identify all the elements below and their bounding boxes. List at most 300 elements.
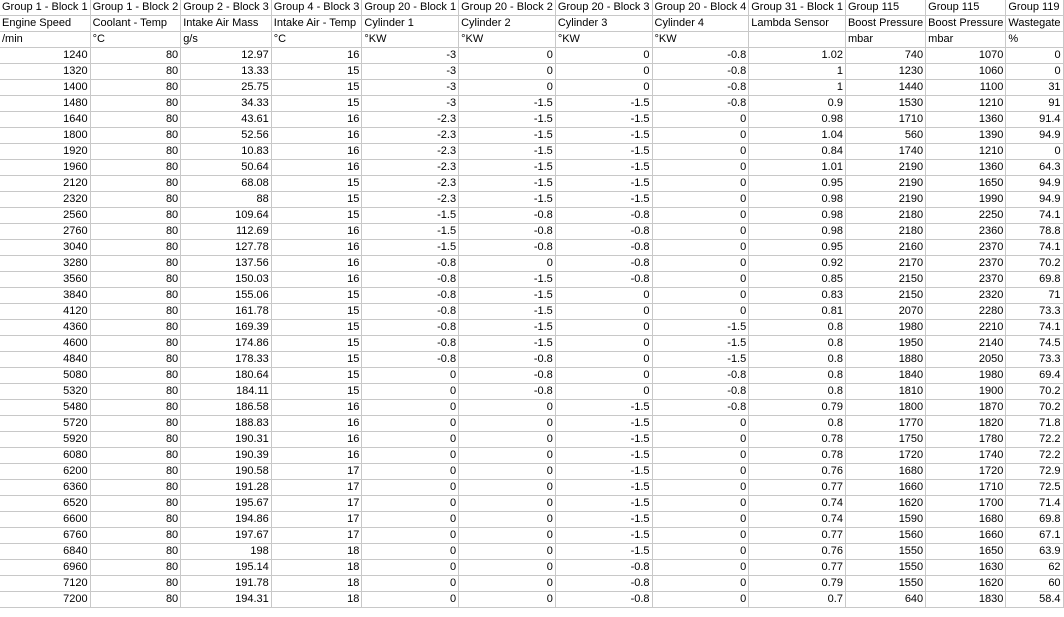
table-cell[interactable]: 2320 [0, 192, 90, 208]
table-cell[interactable]: -0.8 [652, 64, 749, 80]
header-cell[interactable]: Group 115 [926, 0, 1006, 16]
table-cell[interactable]: 5320 [0, 384, 90, 400]
table-cell[interactable]: 127.78 [181, 240, 272, 256]
table-cell[interactable]: 91.4 [1006, 112, 1063, 128]
table-cell[interactable]: 0 [652, 112, 749, 128]
table-cell[interactable]: 0 [1006, 64, 1063, 80]
table-cell[interactable]: 0.83 [749, 288, 846, 304]
table-cell[interactable]: 80 [90, 80, 181, 96]
table-cell[interactable]: -1.5 [555, 416, 652, 432]
table-cell[interactable]: 2190 [845, 176, 925, 192]
table-cell[interactable]: 80 [90, 336, 181, 352]
table-cell[interactable]: 178.33 [181, 352, 272, 368]
table-cell[interactable]: 1840 [845, 368, 925, 384]
table-cell[interactable]: 0 [652, 528, 749, 544]
table-cell[interactable]: 0.98 [749, 224, 846, 240]
table-cell[interactable]: 70.2 [1006, 384, 1063, 400]
table-cell[interactable]: 0.78 [749, 448, 846, 464]
table-cell[interactable]: -0.8 [362, 320, 459, 336]
table-cell[interactable]: 34.33 [181, 96, 272, 112]
table-cell[interactable]: 2140 [926, 336, 1006, 352]
table-cell[interactable]: 0 [1006, 48, 1063, 64]
table-cell[interactable]: 640 [845, 592, 925, 608]
table-cell[interactable]: -0.8 [555, 256, 652, 272]
table-cell[interactable]: 1620 [926, 576, 1006, 592]
header-cell[interactable]: mbar [926, 32, 1006, 48]
table-cell[interactable]: 0 [555, 64, 652, 80]
table-cell[interactable]: -0.8 [362, 304, 459, 320]
table-cell[interactable]: 68.08 [181, 176, 272, 192]
table-cell[interactable]: 67.1 [1006, 528, 1063, 544]
header-cell[interactable]: °KW [459, 32, 556, 48]
table-cell[interactable]: -1.5 [555, 544, 652, 560]
table-cell[interactable]: 17 [271, 496, 362, 512]
table-cell[interactable]: 0 [459, 48, 556, 64]
table-cell[interactable]: 0 [555, 80, 652, 96]
table-cell[interactable]: -2.3 [362, 144, 459, 160]
table-cell[interactable]: 43.61 [181, 112, 272, 128]
table-cell[interactable]: -3 [362, 64, 459, 80]
table-cell[interactable]: 0.95 [749, 176, 846, 192]
table-cell[interactable]: 0 [555, 352, 652, 368]
table-cell[interactable]: -1.5 [555, 512, 652, 528]
table-cell[interactable]: 1550 [845, 576, 925, 592]
table-cell[interactable]: 80 [90, 224, 181, 240]
table-cell[interactable]: -0.8 [555, 272, 652, 288]
table-cell[interactable]: -1.5 [555, 432, 652, 448]
table-cell[interactable]: 0.76 [749, 464, 846, 480]
table-cell[interactable]: 0.77 [749, 480, 846, 496]
table-cell[interactable]: -0.8 [555, 224, 652, 240]
table-cell[interactable]: 69.8 [1006, 512, 1063, 528]
table-cell[interactable]: 0 [652, 480, 749, 496]
table-cell[interactable]: 58.4 [1006, 592, 1063, 608]
table-cell[interactable]: 0 [652, 512, 749, 528]
table-cell[interactable]: 4840 [0, 352, 90, 368]
table-cell[interactable]: 3040 [0, 240, 90, 256]
table-cell[interactable]: 6600 [0, 512, 90, 528]
table-cell[interactable]: 16 [271, 400, 362, 416]
table-cell[interactable]: 1740 [926, 448, 1006, 464]
table-cell[interactable]: 15 [271, 64, 362, 80]
table-cell[interactable]: 15 [271, 352, 362, 368]
table-cell[interactable]: 6360 [0, 480, 90, 496]
table-cell[interactable]: 0 [459, 496, 556, 512]
table-cell[interactable]: -1.5 [555, 96, 652, 112]
table-cell[interactable]: 0 [555, 336, 652, 352]
table-cell[interactable]: -0.8 [652, 368, 749, 384]
table-cell[interactable]: -1.5 [459, 192, 556, 208]
table-cell[interactable]: -3 [362, 96, 459, 112]
table-cell[interactable]: -1.5 [555, 528, 652, 544]
table-cell[interactable]: 73.3 [1006, 304, 1063, 320]
header-cell[interactable]: °KW [362, 32, 459, 48]
table-cell[interactable]: 0.81 [749, 304, 846, 320]
table-cell[interactable]: 80 [90, 128, 181, 144]
table-cell[interactable]: 7120 [0, 576, 90, 592]
table-cell[interactable]: 2180 [845, 208, 925, 224]
table-cell[interactable]: 80 [90, 448, 181, 464]
table-cell[interactable]: 1210 [926, 144, 1006, 160]
table-cell[interactable]: 16 [271, 432, 362, 448]
table-cell[interactable]: 0 [362, 464, 459, 480]
table-cell[interactable]: 18 [271, 544, 362, 560]
header-cell[interactable]: Cylinder 1 [362, 16, 459, 32]
table-cell[interactable]: 0 [459, 432, 556, 448]
table-cell[interactable]: 0 [1006, 144, 1063, 160]
table-cell[interactable]: 2070 [845, 304, 925, 320]
table-cell[interactable]: 25.75 [181, 80, 272, 96]
table-cell[interactable]: 1 [749, 64, 846, 80]
table-cell[interactable]: 1900 [926, 384, 1006, 400]
table-cell[interactable]: 71 [1006, 288, 1063, 304]
table-cell[interactable]: 0 [652, 192, 749, 208]
table-cell[interactable]: 16 [271, 448, 362, 464]
table-cell[interactable]: -0.8 [555, 240, 652, 256]
table-cell[interactable]: 0 [652, 208, 749, 224]
table-cell[interactable]: 0 [362, 432, 459, 448]
table-cell[interactable]: 0 [459, 416, 556, 432]
table-cell[interactable]: 2370 [926, 240, 1006, 256]
table-cell[interactable]: 0 [652, 592, 749, 608]
table-cell[interactable]: 1.04 [749, 128, 846, 144]
table-cell[interactable]: 1210 [926, 96, 1006, 112]
header-cell[interactable]: Boost Pressure [926, 16, 1006, 32]
table-cell[interactable]: 0.98 [749, 112, 846, 128]
table-cell[interactable]: 6760 [0, 528, 90, 544]
table-cell[interactable]: 16 [271, 224, 362, 240]
table-cell[interactable]: 0.8 [749, 416, 846, 432]
header-cell[interactable]: Engine Speed [0, 16, 90, 32]
table-cell[interactable]: -2.3 [362, 112, 459, 128]
table-cell[interactable]: 0 [652, 464, 749, 480]
table-cell[interactable]: -0.8 [652, 96, 749, 112]
table-cell[interactable]: 0 [362, 512, 459, 528]
table-cell[interactable]: 80 [90, 496, 181, 512]
table-cell[interactable]: 2250 [926, 208, 1006, 224]
table-cell[interactable]: 80 [90, 416, 181, 432]
table-cell[interactable]: -0.8 [652, 80, 749, 96]
table-cell[interactable]: 80 [90, 464, 181, 480]
table-cell[interactable]: 0.74 [749, 512, 846, 528]
table-cell[interactable]: 1 [749, 80, 846, 96]
table-cell[interactable]: -0.8 [459, 384, 556, 400]
table-cell[interactable]: 1560 [845, 528, 925, 544]
table-cell[interactable]: 1550 [845, 544, 925, 560]
table-cell[interactable]: 2760 [0, 224, 90, 240]
table-cell[interactable]: 1.01 [749, 160, 846, 176]
table-cell[interactable]: 94.9 [1006, 192, 1063, 208]
table-cell[interactable]: 1870 [926, 400, 1006, 416]
table-cell[interactable]: 78.8 [1006, 224, 1063, 240]
table-cell[interactable]: 2560 [0, 208, 90, 224]
header-cell[interactable]: Lambda Sensor [749, 16, 846, 32]
header-cell[interactable]: Group 20 - Block 4 [652, 0, 749, 16]
table-cell[interactable]: -0.8 [459, 352, 556, 368]
table-cell[interactable]: 1360 [926, 160, 1006, 176]
table-cell[interactable]: 80 [90, 112, 181, 128]
header-cell[interactable]: Group 20 - Block 1 [362, 0, 459, 16]
table-cell[interactable]: 1650 [926, 176, 1006, 192]
table-cell[interactable]: -1.5 [459, 144, 556, 160]
table-cell[interactable]: 4120 [0, 304, 90, 320]
table-cell[interactable]: 80 [90, 240, 181, 256]
table-cell[interactable]: 150.03 [181, 272, 272, 288]
header-cell[interactable]: Cylinder 3 [555, 16, 652, 32]
table-cell[interactable]: 0 [652, 304, 749, 320]
table-cell[interactable]: 0 [555, 48, 652, 64]
table-cell[interactable]: 1980 [926, 368, 1006, 384]
table-cell[interactable]: -0.8 [459, 224, 556, 240]
table-cell[interactable]: -1.5 [555, 400, 652, 416]
table-cell[interactable]: 16 [271, 160, 362, 176]
table-cell[interactable]: 0 [652, 544, 749, 560]
table-cell[interactable]: 1990 [926, 192, 1006, 208]
table-cell[interactable]: 0.8 [749, 368, 846, 384]
table-cell[interactable]: 0.8 [749, 320, 846, 336]
table-cell[interactable]: 191.28 [181, 480, 272, 496]
table-cell[interactable]: 15 [271, 288, 362, 304]
header-cell[interactable]: Cylinder 2 [459, 16, 556, 32]
table-cell[interactable]: 72.2 [1006, 448, 1063, 464]
table-cell[interactable]: -0.8 [555, 576, 652, 592]
table-cell[interactable]: 4600 [0, 336, 90, 352]
table-cell[interactable]: 1800 [0, 128, 90, 144]
table-cell[interactable]: 5480 [0, 400, 90, 416]
table-cell[interactable]: 17 [271, 528, 362, 544]
table-cell[interactable]: 80 [90, 48, 181, 64]
table-cell[interactable]: 64.3 [1006, 160, 1063, 176]
table-cell[interactable]: 12.97 [181, 48, 272, 64]
table-cell[interactable]: 0 [459, 256, 556, 272]
table-cell[interactable]: 80 [90, 64, 181, 80]
table-cell[interactable]: 197.67 [181, 528, 272, 544]
table-cell[interactable]: -1.5 [652, 336, 749, 352]
table-cell[interactable]: 5080 [0, 368, 90, 384]
table-cell[interactable]: 80 [90, 352, 181, 368]
table-cell[interactable]: 194.31 [181, 592, 272, 608]
table-cell[interactable]: 0.8 [749, 336, 846, 352]
table-cell[interactable]: 190.39 [181, 448, 272, 464]
table-cell[interactable]: -1.5 [362, 240, 459, 256]
table-cell[interactable]: 18 [271, 576, 362, 592]
table-cell[interactable]: 15 [271, 368, 362, 384]
table-cell[interactable]: 180.64 [181, 368, 272, 384]
table-cell[interactable]: 2150 [845, 272, 925, 288]
table-cell[interactable]: 80 [90, 144, 181, 160]
table-cell[interactable]: 0 [652, 272, 749, 288]
table-cell[interactable]: 3840 [0, 288, 90, 304]
table-cell[interactable]: 0 [362, 416, 459, 432]
table-cell[interactable]: 0 [652, 432, 749, 448]
table-cell[interactable]: 0.7 [749, 592, 846, 608]
table-cell[interactable]: -0.8 [652, 400, 749, 416]
table-cell[interactable]: 16 [271, 256, 362, 272]
header-cell[interactable]: Cylinder 4 [652, 16, 749, 32]
table-cell[interactable]: 1710 [845, 112, 925, 128]
table-cell[interactable]: 0.79 [749, 400, 846, 416]
table-cell[interactable]: 16 [271, 240, 362, 256]
table-cell[interactable]: -1.5 [652, 352, 749, 368]
table-cell[interactable]: -1.5 [459, 96, 556, 112]
table-cell[interactable]: 94.9 [1006, 128, 1063, 144]
table-cell[interactable]: 109.64 [181, 208, 272, 224]
table-cell[interactable]: 6840 [0, 544, 90, 560]
table-cell[interactable]: 52.56 [181, 128, 272, 144]
table-cell[interactable]: -3 [362, 80, 459, 96]
table-cell[interactable]: 1440 [845, 80, 925, 96]
table-cell[interactable]: 1660 [926, 528, 1006, 544]
table-cell[interactable]: 1830 [926, 592, 1006, 608]
table-cell[interactable]: -0.8 [362, 272, 459, 288]
table-cell[interactable]: 195.67 [181, 496, 272, 512]
header-cell[interactable]: Intake Air - Temp [271, 16, 362, 32]
table-cell[interactable]: 71.4 [1006, 496, 1063, 512]
table-cell[interactable]: 0 [362, 592, 459, 608]
table-cell[interactable]: 0 [652, 496, 749, 512]
table-cell[interactable]: 1100 [926, 80, 1006, 96]
table-cell[interactable]: -1.5 [555, 448, 652, 464]
table-cell[interactable]: -1.5 [555, 144, 652, 160]
table-cell[interactable]: 0 [459, 64, 556, 80]
table-cell[interactable]: 2190 [845, 192, 925, 208]
table-cell[interactable]: 0 [362, 560, 459, 576]
table-cell[interactable]: 2370 [926, 272, 1006, 288]
header-cell[interactable]: Group 20 - Block 3 [555, 0, 652, 16]
table-cell[interactable]: 0 [362, 528, 459, 544]
table-cell[interactable]: 17 [271, 480, 362, 496]
table-cell[interactable]: 80 [90, 160, 181, 176]
table-cell[interactable]: 1390 [926, 128, 1006, 144]
table-cell[interactable]: 1680 [926, 512, 1006, 528]
header-cell[interactable]: Group 20 - Block 2 [459, 0, 556, 16]
table-cell[interactable]: 80 [90, 304, 181, 320]
table-cell[interactable]: 80 [90, 208, 181, 224]
table-cell[interactable]: 69.4 [1006, 368, 1063, 384]
table-cell[interactable]: 80 [90, 592, 181, 608]
header-cell[interactable] [749, 32, 846, 48]
table-cell[interactable]: 0 [459, 448, 556, 464]
table-cell[interactable]: 15 [271, 96, 362, 112]
table-cell[interactable]: 1480 [0, 96, 90, 112]
table-cell[interactable]: 560 [845, 128, 925, 144]
table-cell[interactable]: 80 [90, 544, 181, 560]
table-cell[interactable]: 1.02 [749, 48, 846, 64]
table-cell[interactable]: 0.78 [749, 432, 846, 448]
table-cell[interactable]: -1.5 [652, 320, 749, 336]
table-cell[interactable]: 190.31 [181, 432, 272, 448]
header-cell[interactable]: Group 1 - Block 2 [90, 0, 181, 16]
table-cell[interactable]: 16 [271, 112, 362, 128]
table-cell[interactable]: 0 [459, 592, 556, 608]
header-cell[interactable]: Intake Air Mass [181, 16, 272, 32]
table-cell[interactable]: 0 [652, 128, 749, 144]
table-cell[interactable]: 6080 [0, 448, 90, 464]
header-cell[interactable]: g/s [181, 32, 272, 48]
table-cell[interactable]: 73.3 [1006, 352, 1063, 368]
table-cell[interactable]: 72.2 [1006, 432, 1063, 448]
table-cell[interactable]: 15 [271, 192, 362, 208]
table-cell[interactable]: 0 [652, 576, 749, 592]
table-cell[interactable]: 0 [459, 464, 556, 480]
table-cell[interactable]: -2.3 [362, 176, 459, 192]
table-cell[interactable]: 1720 [845, 448, 925, 464]
table-cell[interactable]: 0.8 [749, 352, 846, 368]
table-cell[interactable]: 2320 [926, 288, 1006, 304]
table-cell[interactable]: 184.11 [181, 384, 272, 400]
table-cell[interactable]: 2280 [926, 304, 1006, 320]
table-cell[interactable]: 0.95 [749, 240, 846, 256]
table-cell[interactable]: 17 [271, 512, 362, 528]
table-cell[interactable]: -0.8 [459, 368, 556, 384]
table-cell[interactable]: -1.5 [459, 320, 556, 336]
table-cell[interactable]: 0 [362, 400, 459, 416]
table-cell[interactable]: 1060 [926, 64, 1006, 80]
table-cell[interactable]: 1070 [926, 48, 1006, 64]
header-cell[interactable]: Wastegate [1006, 16, 1063, 32]
table-cell[interactable]: -1.5 [555, 160, 652, 176]
table-cell[interactable]: 2120 [0, 176, 90, 192]
table-cell[interactable]: 3280 [0, 256, 90, 272]
table-cell[interactable]: -2.3 [362, 160, 459, 176]
table-cell[interactable]: 191.78 [181, 576, 272, 592]
table-cell[interactable]: 0 [652, 560, 749, 576]
table-cell[interactable]: -1.5 [459, 304, 556, 320]
table-cell[interactable]: 0 [362, 384, 459, 400]
table-cell[interactable]: -1.5 [362, 208, 459, 224]
header-cell[interactable]: Group 4 - Block 3 [271, 0, 362, 16]
table-cell[interactable]: 13.33 [181, 64, 272, 80]
table-cell[interactable]: 80 [90, 256, 181, 272]
table-cell[interactable]: 0 [652, 176, 749, 192]
table-cell[interactable]: 1240 [0, 48, 90, 64]
table-cell[interactable]: 1780 [926, 432, 1006, 448]
table-cell[interactable]: -1.5 [555, 480, 652, 496]
header-cell[interactable]: Group 115 [845, 0, 925, 16]
table-cell[interactable]: 0 [362, 448, 459, 464]
table-cell[interactable]: 0 [555, 304, 652, 320]
table-cell[interactable]: 80 [90, 384, 181, 400]
table-cell[interactable]: 0 [652, 416, 749, 432]
table-cell[interactable]: 18 [271, 592, 362, 608]
table-cell[interactable]: 80 [90, 480, 181, 496]
table-cell[interactable]: 69.8 [1006, 272, 1063, 288]
header-cell[interactable]: °C [90, 32, 181, 48]
table-cell[interactable]: -2.3 [362, 128, 459, 144]
table-cell[interactable]: -0.8 [362, 352, 459, 368]
table-cell[interactable]: 6200 [0, 464, 90, 480]
table-cell[interactable]: 1660 [845, 480, 925, 496]
table-cell[interactable]: 16 [271, 128, 362, 144]
table-cell[interactable]: 0 [459, 544, 556, 560]
table-cell[interactable]: -3 [362, 48, 459, 64]
table-cell[interactable]: 1920 [0, 144, 90, 160]
table-cell[interactable]: 63.9 [1006, 544, 1063, 560]
table-cell[interactable]: 0 [652, 144, 749, 160]
header-cell[interactable]: °KW [652, 32, 749, 48]
header-cell[interactable]: Boost Pressure [845, 16, 925, 32]
table-cell[interactable]: 1960 [0, 160, 90, 176]
table-cell[interactable]: -1.5 [555, 128, 652, 144]
table-cell[interactable]: 0.76 [749, 544, 846, 560]
table-cell[interactable]: 80 [90, 288, 181, 304]
table-cell[interactable]: 174.86 [181, 336, 272, 352]
table-cell[interactable]: 80 [90, 176, 181, 192]
table-cell[interactable]: 15 [271, 336, 362, 352]
table-cell[interactable]: 1720 [926, 464, 1006, 480]
table-cell[interactable]: 0.84 [749, 144, 846, 160]
table-cell[interactable]: 137.56 [181, 256, 272, 272]
